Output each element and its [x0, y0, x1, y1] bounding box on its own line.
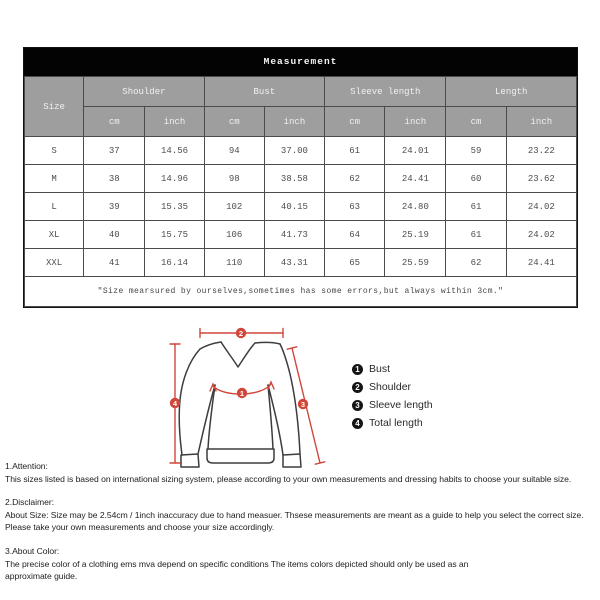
- value-cell: 38: [84, 165, 145, 193]
- value-cell: 59: [446, 137, 506, 165]
- unit-header-inch: inch: [145, 107, 204, 137]
- note-body: The precise color of a clothing ems mva depend on specific conditions The items colors depicted should only be used as an approximate guide.: [5, 558, 469, 582]
- value-cell: 61: [325, 137, 385, 165]
- value-cell: 38.58: [264, 165, 324, 193]
- size-cell: M: [25, 165, 84, 193]
- value-cell: 61: [446, 193, 506, 221]
- table-row: [25, 249, 577, 277]
- sleeve-marker-number: 3: [300, 399, 306, 409]
- size-cell: L: [25, 193, 84, 221]
- value-cell: 24.41: [506, 249, 576, 277]
- size-column-header: Size: [25, 77, 84, 137]
- notes-section: [5, 460, 599, 594]
- value-cell: 14.56: [145, 137, 204, 165]
- size-cell: S: [25, 137, 84, 165]
- value-cell: 15.35: [145, 193, 204, 221]
- value-cell: 63: [325, 193, 385, 221]
- value-cell: 110: [204, 249, 264, 277]
- unit-header-cm: cm: [84, 107, 145, 137]
- unit-header-cm: cm: [204, 107, 264, 137]
- value-cell: 98: [204, 165, 264, 193]
- group-header-shoulder: Shoulder: [84, 77, 204, 107]
- value-cell: 37: [84, 137, 145, 165]
- size-cell: XL: [25, 221, 84, 249]
- legend-item-bust: [352, 360, 433, 378]
- measurement-table: [23, 47, 578, 308]
- value-cell: 94: [204, 137, 264, 165]
- note-disclaimer: [5, 496, 599, 534]
- value-cell: 24.41: [385, 165, 446, 193]
- legend-label: Total length: [369, 417, 423, 429]
- size-table-body: [25, 137, 577, 277]
- value-cell: 25.59: [385, 249, 446, 277]
- table-row: [25, 193, 577, 221]
- value-cell: 60: [446, 165, 506, 193]
- value-cell: 41: [84, 249, 145, 277]
- value-cell: 62: [446, 249, 506, 277]
- legend-label: Sleeve length: [369, 399, 433, 411]
- legend-number-icon: 1: [352, 364, 363, 375]
- legend-number-icon: 4: [352, 418, 363, 429]
- table-row: [25, 165, 577, 193]
- value-cell: 15.75: [145, 221, 204, 249]
- unit-header-inch: inch: [385, 107, 446, 137]
- shoulder-marker-number: 2: [238, 328, 244, 338]
- group-header-bust: Bust: [204, 77, 324, 107]
- measure-legend: [352, 360, 433, 432]
- table-row: [25, 137, 577, 165]
- value-cell: 16.14: [145, 249, 204, 277]
- sweater-outline: [179, 342, 301, 467]
- group-header-length: Length: [446, 77, 577, 107]
- value-cell: 24.01: [385, 137, 446, 165]
- note-about-color: [5, 545, 599, 583]
- value-cell: 25.19: [385, 221, 446, 249]
- note-title: 2.Disclaimer:: [5, 497, 55, 508]
- value-cell: 61: [446, 221, 506, 249]
- value-cell: 41.73: [264, 221, 324, 249]
- value-cell: 24.02: [506, 193, 576, 221]
- legend-number-icon: 3: [352, 400, 363, 411]
- value-cell: 23.62: [506, 165, 576, 193]
- table-note: ″Size mearsured by ourselves,sometimes has some errors,but always within 3cm.″: [25, 277, 577, 307]
- table-row: [25, 221, 577, 249]
- note-title: 3.About Color:: [5, 545, 60, 556]
- legend-item-total-length: [352, 414, 433, 432]
- value-cell: 102: [204, 193, 264, 221]
- value-cell: 64: [325, 221, 385, 249]
- legend-item-sleeve-length: [352, 396, 433, 414]
- value-cell: 62: [325, 165, 385, 193]
- value-cell: 39: [84, 193, 145, 221]
- garment-measure-diagram: [120, 322, 480, 470]
- note-body: This sizes listed is based on international sizing system, please according to your own measurements and dressing habits to choose your suitable size.: [5, 473, 572, 484]
- legend-label: Shoulder: [369, 381, 412, 393]
- unit-header-inch: inch: [264, 107, 324, 137]
- bust-marker-number: 1: [239, 388, 245, 398]
- value-cell: 40.15: [264, 193, 324, 221]
- legend-item-shoulder: [352, 378, 433, 396]
- note-title: 1.Attention:: [5, 461, 48, 471]
- value-cell: 65: [325, 249, 385, 277]
- value-cell: 24.02: [506, 221, 576, 249]
- size-table: [24, 76, 577, 307]
- value-cell: 14.96: [145, 165, 204, 193]
- value-cell: 37.00: [264, 137, 324, 165]
- note-attention: [5, 460, 599, 485]
- table-title: Measurement: [24, 48, 577, 76]
- value-cell: 23.22: [506, 137, 576, 165]
- unit-header-cm: cm: [446, 107, 506, 137]
- value-cell: 106: [204, 221, 264, 249]
- value-cell: 24.80: [385, 193, 446, 221]
- legend-number-icon: 2: [352, 382, 363, 393]
- unit-header-cm: cm: [325, 107, 385, 137]
- group-header-sleeve-length: Sleeve length: [325, 77, 446, 107]
- size-cell: XXL: [25, 249, 84, 277]
- length-marker-number: 4: [172, 398, 178, 408]
- note-body: About Size: Size may be 2.54cm / 1inch inaccuracy due to hand measuer. Thsese measurements are meant as a guide to help you select the correct size. Please take your own measurements and choose your size accordingly.: [5, 509, 584, 533]
- legend-label: Bust: [369, 363, 391, 375]
- value-cell: 43.31: [264, 249, 324, 277]
- unit-header-inch: inch: [506, 107, 576, 137]
- value-cell: 40: [84, 221, 145, 249]
